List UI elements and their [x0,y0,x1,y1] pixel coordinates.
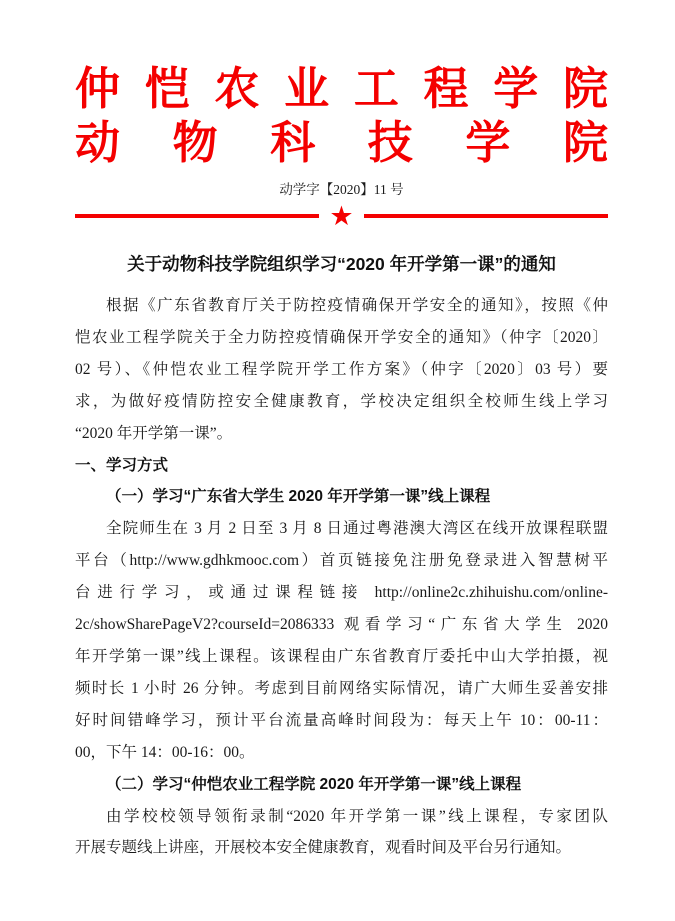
body-line: 频时长 1 小时 26 分钟。考虑到目前网络实际情况，请广大师生妥善安排 [75,679,608,697]
body-line: 年开学第一课”线上课程。该课程由广东省教育厅委托中山大学拍摄，视 [75,647,608,665]
section-heading: 一、学习方式 [75,456,169,474]
org-name-line2: 动物科技学院 [75,117,608,168]
org-name-line1: 仲恺农业工程学院 [75,63,608,114]
body-line: 恺农业工程学院关于全力防控疫情确保开学安全的通知》（仲字〔2020〕 [75,328,608,346]
document-title: 关于动物科技学院组织学习“2020 年开学第一课”的通知 [127,254,556,274]
body-line: 全院师生在 3 月 2 日至 3 月 8 日通过粤港澳大湾区在线开放课程联盟 [106,520,608,538]
doc-number: 动学字【2020】11 号 [279,182,404,197]
header-divider [75,201,608,231]
body-line: 求，为做好疫情防控安全健康教育，学校决定组织全校师生线上学习 [75,392,608,410]
body-line: 由学校校领导领衔录制“2020 年开学第一课”线上课程，专家团队 [106,807,608,825]
body-line: 好时间错峰学习，预计平台流量高峰时间段为：每天上午 10：00-11： [75,711,608,729]
body-line: 00，下午 14：00-16：00。 [75,743,255,761]
body-line: “2020 年开学第一课”。 [75,424,233,442]
divider-rule-left [75,214,319,218]
letterhead [75,64,608,231]
body-line: 台进行学习，或通过课程链接 http://online2c.zhihuishu.com/online- [75,584,608,602]
star-icon: ★ [329,201,354,231]
document-body [75,290,608,864]
body-line: 开展专题线上讲座，开展校本安全健康教育，观看时间及平台另行通知。 [75,839,572,857]
subsection-heading: （二）学习“仲恺农业工程学院 2020 年开学第一课”线上课程 [106,775,522,793]
body-line: 02 号）、《仲恺农业工程学院开学工作方案》（仲字〔2020〕03 号）要 [75,360,608,378]
body-line: 根据《广东省教育厅关于防控疫情确保开学安全的通知》，按照《仲 [106,297,608,314]
body-line: 平台（http://www.gdhkmooc.com）首页链接免注册免登录进入智慧树平 [75,552,608,570]
divider-rule-right [364,214,608,218]
subsection-heading: （一）学习“广东省大学生 2020 年开学第一课”线上课程 [106,488,491,506]
body-line: 2c/showSharePageV2?courseId=2086333 观看学习“广东省大学生 2020 [75,616,608,634]
